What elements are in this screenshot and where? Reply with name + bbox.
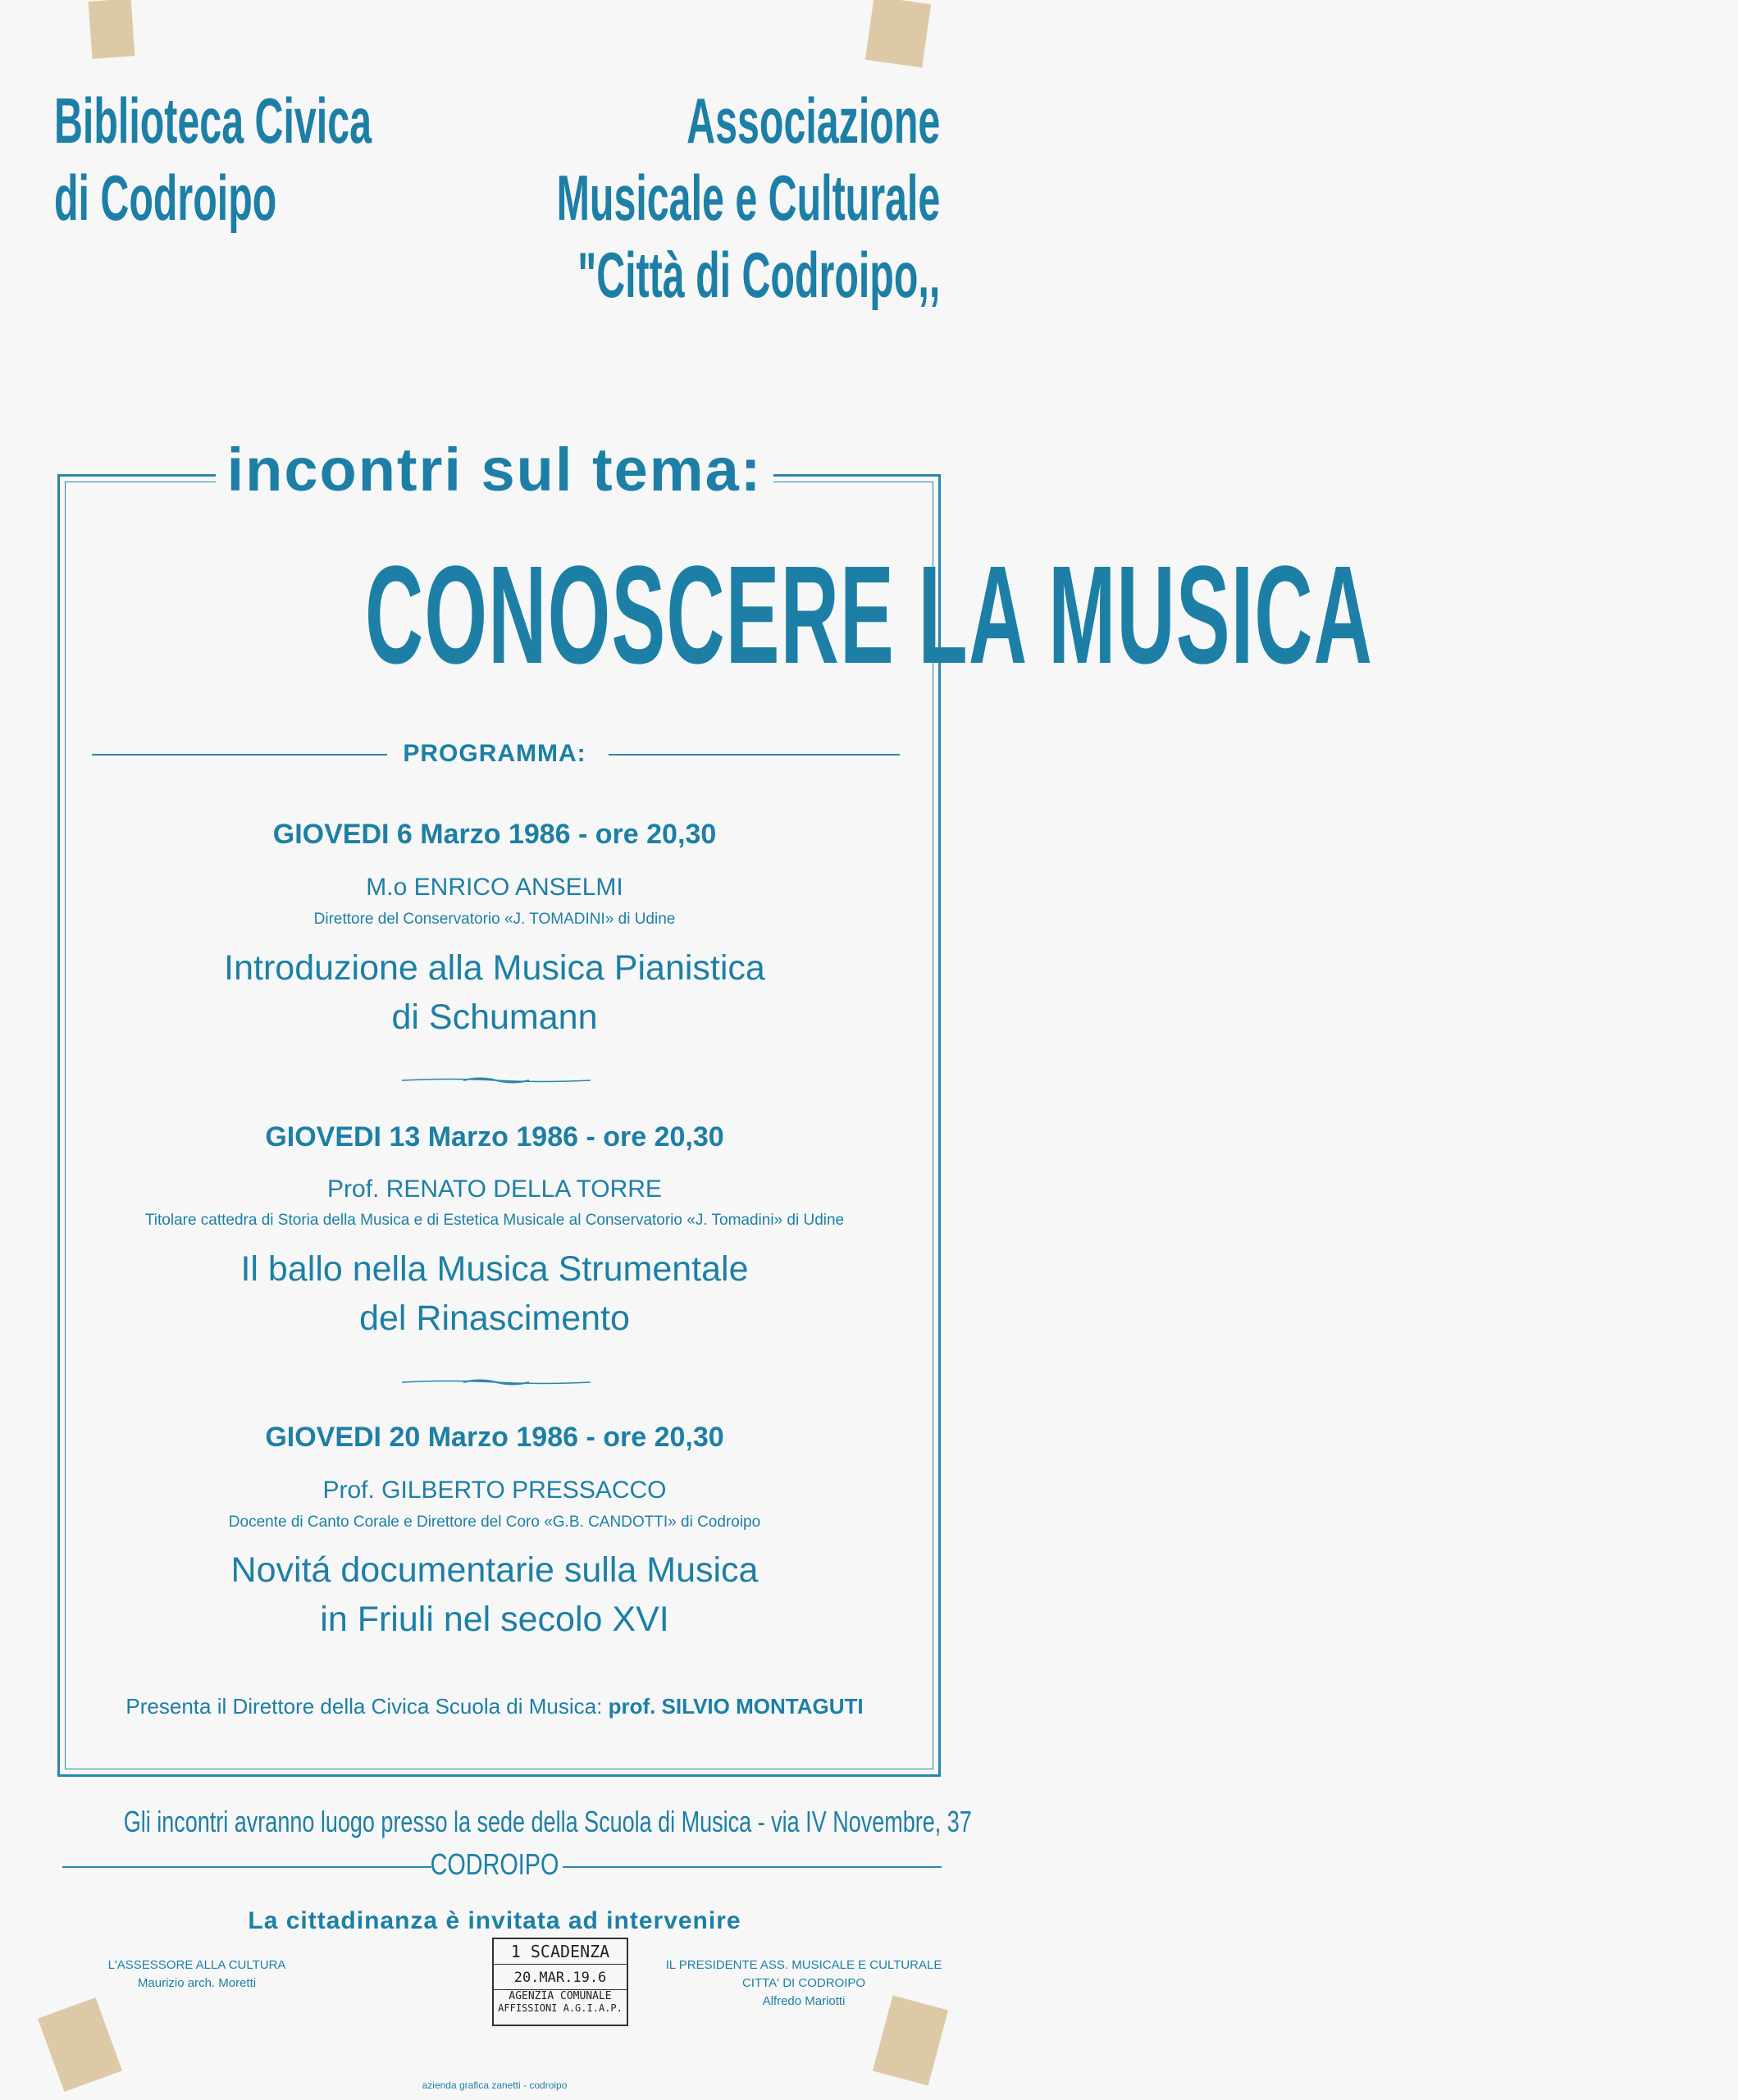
stamp-line3: AGENZIA COMUNALE [494, 1989, 627, 2002]
event-3-speaker: Prof. GILBERTO PRESSACCO [322, 1477, 667, 1504]
organizer-right [556, 82, 940, 313]
organizer-right-line2: Musicale e Culturale [556, 162, 940, 234]
event-3-date: GIOVEDI 20 Marzo 1986 - ore 20,30 [265, 1422, 724, 1453]
event-3-topic-line1: Novitá documentarie sulla Musica [230, 1550, 759, 1590]
tape-bottom-left [38, 1997, 122, 2092]
presenter-name: prof. SILVIO MONTAGUTI [608, 1694, 864, 1719]
signature-right-title: IL PRESIDENTE ASS. MUSICALE E CULTURALE [665, 1958, 942, 1972]
signature-right-name: Alfredo Mariotti [762, 1994, 846, 2008]
venue-line: Gli incontri avranno luogo presso la sede della Scuola di Musica - via IV Novembre, 37 [123, 1805, 972, 1838]
signature-right [664, 1956, 943, 2011]
event-2-speaker: Prof. RENATO DELLA TORRE [327, 1176, 662, 1203]
printer-credit: azienda grafica zanetti - codroipo [422, 2079, 568, 2091]
event-1-topic-line2: di Schumann [391, 998, 598, 1037]
event-1-speaker: M.o ENRICO ANSELMI [366, 874, 623, 901]
signature-left-name: Maurizio arch. Moretti [137, 1976, 257, 1990]
event-3-topic-line2: in Friuli nel secolo XVI [320, 1600, 669, 1639]
event-2-date: GIOVEDI 13 Marzo 1986 - ore 20,30 [265, 1121, 724, 1153]
venue-city: CODROIPO [430, 1847, 559, 1881]
tape-top-right [865, 0, 931, 67]
incontri-heading [0, 435, 989, 504]
stamp-line2: 20.MAR.19.6 [513, 1970, 607, 1986]
presenter-text: Presenta il Direttore della Civica Scuola di Musica: [125, 1694, 609, 1719]
event-3-role: Docente di Canto Corale e Direttore del Coro «G.B. CANDOTTI» di Codroipo [228, 1513, 761, 1531]
signature-right-sub: CITTA' DI CODROIPO [741, 1976, 866, 1990]
organizer-right-line3: "Città di Codroipo,, [577, 239, 940, 311]
signature-left-title: L'ASSESSORE ALLA CULTURA [107, 1958, 286, 1972]
main-title [0, 533, 1374, 697]
incontri-text: incontri sul tema: [216, 436, 774, 504]
event-2-topic-line1: Il ballo nella Musica Strumentale [240, 1249, 749, 1289]
signature-left [90, 1956, 303, 1993]
event-2-role: Titolare cattedra di Storia della Musica e di Estetica Musicale al Conservatorio «J. Tomadini» di Udine [144, 1212, 845, 1229]
organizer-left [54, 82, 372, 236]
event-1-role: Direttore del Conservatorio «J. TOMADINI» di Udine [313, 911, 676, 928]
tape-top-left [89, 0, 135, 59]
programma-label: PROGRAMMA: [403, 740, 586, 767]
divider-ornament-2 [402, 1378, 591, 1386]
invitation-line: La cittadinanza è invitata ad intervenire [248, 1907, 741, 1934]
event-1-topic-line1: Introduzione alla Musica Pianistica [224, 948, 765, 988]
organizer-left-line1: Biblioteca Civica [54, 84, 372, 157]
main-title-text: CONOSCERE LA MUSICA [364, 537, 1374, 693]
event-1-date: GIOVEDI 6 Marzo 1986 - ore 20,30 [272, 819, 717, 850]
presenter-line [0, 1694, 989, 1719]
event-2-topic-line2: del Rinascimento [359, 1299, 630, 1338]
affissioni-stamp [492, 1938, 628, 2026]
organizer-left-line2: di Codroipo [54, 162, 277, 234]
stamp-line4: AFFISSIONI A.G.I.A.P. [498, 2002, 623, 2014]
organizer-right-line1: Associazione [686, 84, 940, 157]
divider-ornament-1 [402, 1076, 591, 1084]
stamp-line1: 1 SCADENZA [494, 1939, 627, 1965]
